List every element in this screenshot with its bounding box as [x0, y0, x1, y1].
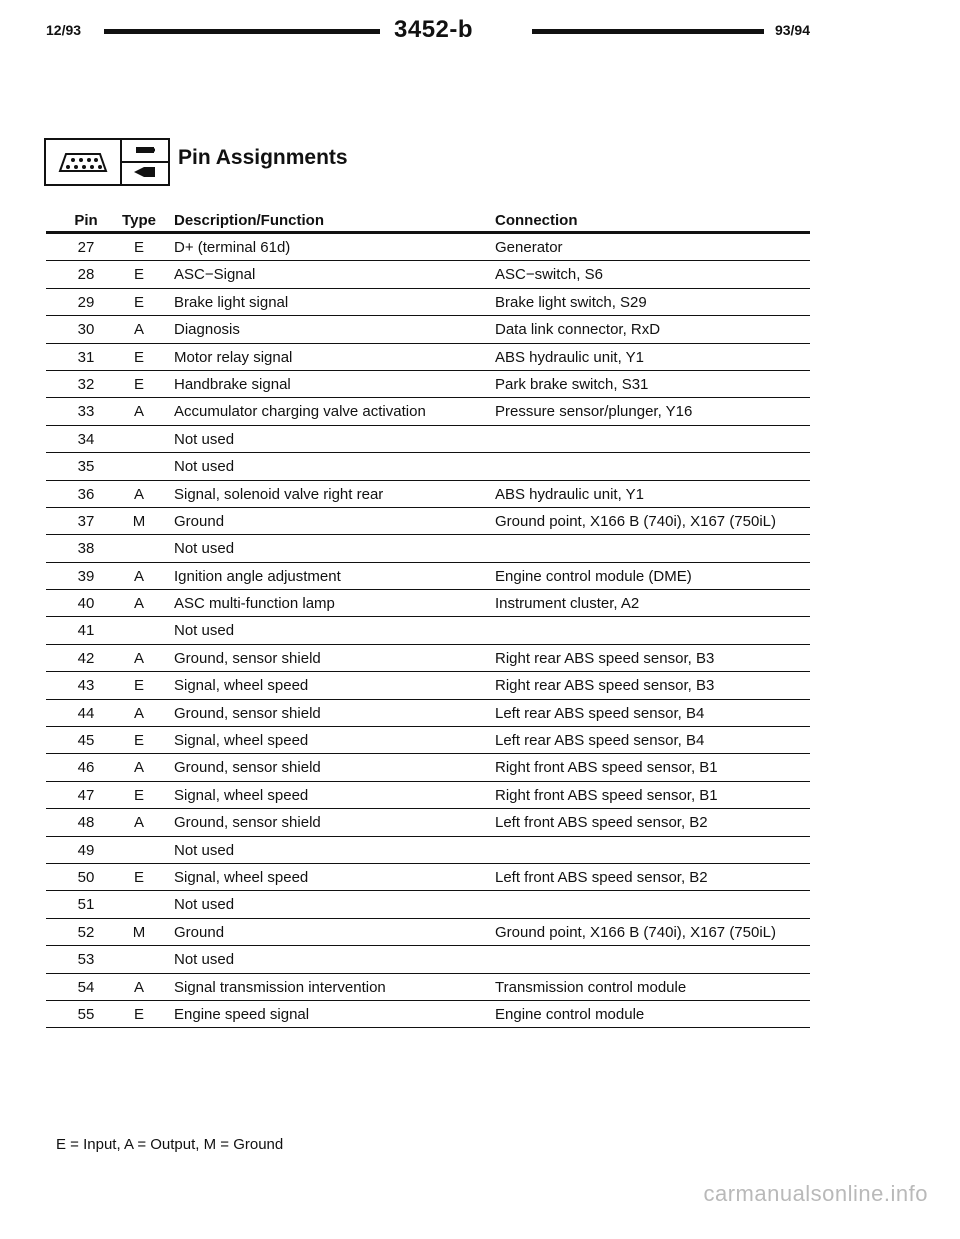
description-cell: Not used [174, 951, 235, 969]
description-cell: Ground, sensor shield [174, 704, 321, 722]
pin-cell: 50 [77, 868, 95, 886]
page-date-left: 12/93 [46, 22, 82, 38]
page-title: Pin Assignments [178, 146, 348, 169]
pin-cell: 54 [77, 978, 95, 996]
pin-cell: 43 [77, 677, 95, 695]
pin-cell: 30 [77, 321, 95, 339]
connection-cell: Ground point, X166 B (740i), X167 (750iL) [495, 512, 777, 530]
table-row [46, 563, 810, 590]
table-row [46, 261, 810, 288]
document-code: 3452-b [394, 16, 474, 43]
type-cell: E [133, 293, 144, 311]
description-cell: ASC−Signal [174, 266, 256, 284]
description-cell: Signal, wheel speed [174, 786, 309, 804]
connection-cell: Left rear ABS speed sensor, B4 [495, 732, 705, 750]
description-cell: Signal, solenoid valve right rear [174, 485, 384, 503]
pin-cell: 32 [77, 375, 95, 393]
table-row [46, 344, 810, 371]
type-cell: A [133, 403, 144, 421]
connection-cell: Instrument cluster, A2 [495, 595, 640, 613]
table-row [46, 481, 810, 508]
connection-cell: Right front ABS speed sensor, B1 [495, 786, 718, 804]
column-header-description: Description/Function [174, 212, 324, 229]
type-cell: E [133, 1005, 144, 1023]
description-cell: Signal, wheel speed [174, 868, 309, 886]
pin-cell: 29 [77, 293, 95, 311]
pin-cell: 52 [77, 923, 95, 941]
connection-cell: Engine control module (DME) [495, 567, 692, 585]
table-row [46, 535, 810, 562]
type-cell: A [133, 704, 144, 722]
table-row [46, 700, 810, 727]
description-cell: Not used [174, 540, 235, 558]
table-row [46, 727, 810, 754]
pin-cell: 44 [77, 704, 95, 722]
plug-arrows-icon [122, 138, 170, 186]
pin-cell: 31 [77, 348, 95, 366]
table-row [46, 398, 810, 425]
page-date-right: 93/94 [774, 22, 810, 38]
type-cell: E [133, 786, 144, 804]
type-cell: E [133, 868, 144, 886]
description-cell: Signal transmission intervention [174, 978, 386, 996]
description-cell: Signal, wheel speed [174, 677, 309, 695]
connector-pin-icon [44, 138, 122, 186]
description-cell: Ground, sensor shield [174, 814, 321, 832]
pin-cell: 27 [77, 239, 95, 256]
connection-cell: Generator [495, 239, 563, 256]
type-cell: A [133, 814, 144, 832]
type-cell: E [133, 266, 144, 284]
connection-cell: Engine control module [495, 1005, 645, 1023]
pin-cell: 45 [77, 732, 95, 750]
description-cell: Signal, wheel speed [174, 732, 309, 750]
type-legend: E = Input, A = Output, M = Ground [56, 1136, 284, 1153]
table-row [46, 426, 810, 453]
description-cell: Ground, sensor shield [174, 649, 321, 667]
description-cell: ASC multi-function lamp [174, 595, 335, 613]
pin-cell: 47 [77, 786, 95, 804]
description-cell: Ignition angle adjustment [174, 567, 341, 585]
pin-cell: 33 [77, 403, 95, 421]
pin-cell: 34 [77, 430, 95, 448]
type-cell: E [133, 348, 144, 366]
type-cell: A [133, 649, 144, 667]
table-row [46, 289, 810, 316]
table-row [46, 1001, 810, 1028]
table-row [46, 617, 810, 644]
table-row [46, 316, 810, 343]
description-cell: Diagnosis [174, 321, 240, 339]
connection-cell: Brake light switch, S29 [495, 293, 647, 311]
table-body [46, 234, 810, 1028]
type-cell: M [132, 512, 146, 530]
pin-cell: 41 [77, 622, 95, 640]
pin-cell: 39 [77, 567, 95, 585]
type-cell: A [133, 595, 144, 613]
type-cell: A [133, 321, 144, 339]
description-cell: Ground [174, 923, 225, 941]
description-cell: Ground [174, 512, 225, 530]
column-header-type: Type [122, 212, 156, 229]
pin-cell: 28 [77, 266, 95, 284]
connection-cell: Ground point, X166 B (740i), X167 (750iL) [495, 923, 777, 941]
type-cell: E [133, 375, 144, 393]
pin-cell: 35 [77, 458, 95, 476]
connection-cell: Transmission control module [495, 978, 687, 996]
type-cell: M [132, 923, 146, 941]
connection-cell: ASC−switch, S6 [495, 266, 603, 284]
type-cell: A [133, 485, 144, 503]
pin-cell: 38 [77, 540, 95, 558]
table-row [46, 672, 810, 699]
table-row [46, 371, 810, 398]
pin-cell: 53 [77, 951, 95, 969]
watermark: carmanualsonline.info [703, 1181, 928, 1206]
pin-cell: 42 [77, 649, 95, 667]
description-cell: Not used [174, 458, 235, 476]
pin-cell: 37 [77, 512, 95, 530]
table-row [46, 837, 810, 864]
description-cell: Motor relay signal [174, 348, 293, 366]
pin-assignment-table [46, 208, 810, 1028]
pin-cell: 48 [77, 814, 95, 832]
description-cell: Not used [174, 430, 235, 448]
connection-cell: Right front ABS speed sensor, B1 [495, 759, 718, 777]
page-header [46, 18, 810, 44]
table-row [46, 508, 810, 535]
type-cell: A [133, 567, 144, 585]
column-header-pin: Pin [74, 212, 98, 229]
connection-cell: Data link connector, RxD [495, 321, 661, 339]
pin-cell: 51 [77, 896, 95, 914]
table-row [46, 864, 810, 891]
pin-cell: 55 [77, 1005, 95, 1023]
table-row [46, 645, 810, 672]
connection-cell: Right rear ABS speed sensor, B3 [495, 677, 715, 695]
connection-cell: ABS hydraulic unit, Y1 [495, 348, 644, 366]
connection-cell: Left front ABS speed sensor, B2 [495, 868, 708, 886]
pin-cell: 49 [77, 841, 95, 859]
header-rule-right [532, 29, 764, 34]
description-cell: Brake light signal [174, 293, 289, 311]
table-header-row [46, 208, 810, 234]
table-row [46, 946, 810, 973]
table-row [46, 809, 810, 836]
type-cell: A [133, 978, 144, 996]
type-cell: A [133, 759, 144, 777]
description-cell: Not used [174, 841, 235, 859]
connection-cell: Left front ABS speed sensor, B2 [495, 814, 708, 832]
description-cell: Engine speed signal [174, 1005, 310, 1023]
connection-cell: Left rear ABS speed sensor, B4 [495, 704, 705, 722]
table-row [46, 453, 810, 480]
connection-cell: Right rear ABS speed sensor, B3 [495, 649, 715, 667]
table-row [46, 919, 810, 946]
connection-cell: Park brake switch, S31 [495, 375, 649, 393]
table-row [46, 754, 810, 781]
connection-cell: Pressure sensor/plunger, Y16 [495, 403, 693, 421]
table-row [46, 590, 810, 617]
pin-cell: 46 [77, 759, 95, 777]
table-row [46, 974, 810, 1001]
pin-cell: 40 [77, 595, 95, 613]
description-cell: D+ (terminal 61d) [174, 239, 291, 256]
description-cell: Ground, sensor shield [174, 759, 321, 777]
description-cell: Not used [174, 622, 235, 640]
description-cell: Not used [174, 896, 235, 914]
table-row [46, 782, 810, 809]
pin-cell: 36 [77, 485, 95, 503]
type-cell: E [133, 239, 144, 256]
column-header-connection: Connection [495, 212, 578, 229]
type-cell: E [133, 732, 144, 750]
description-cell: Accumulator charging valve activation [174, 403, 426, 421]
description-cell: Handbrake signal [174, 375, 291, 393]
table-row [46, 234, 810, 261]
header-rule-left [104, 29, 380, 34]
connection-cell: ABS hydraulic unit, Y1 [495, 485, 644, 503]
type-cell: E [133, 677, 144, 695]
table-row [46, 891, 810, 918]
